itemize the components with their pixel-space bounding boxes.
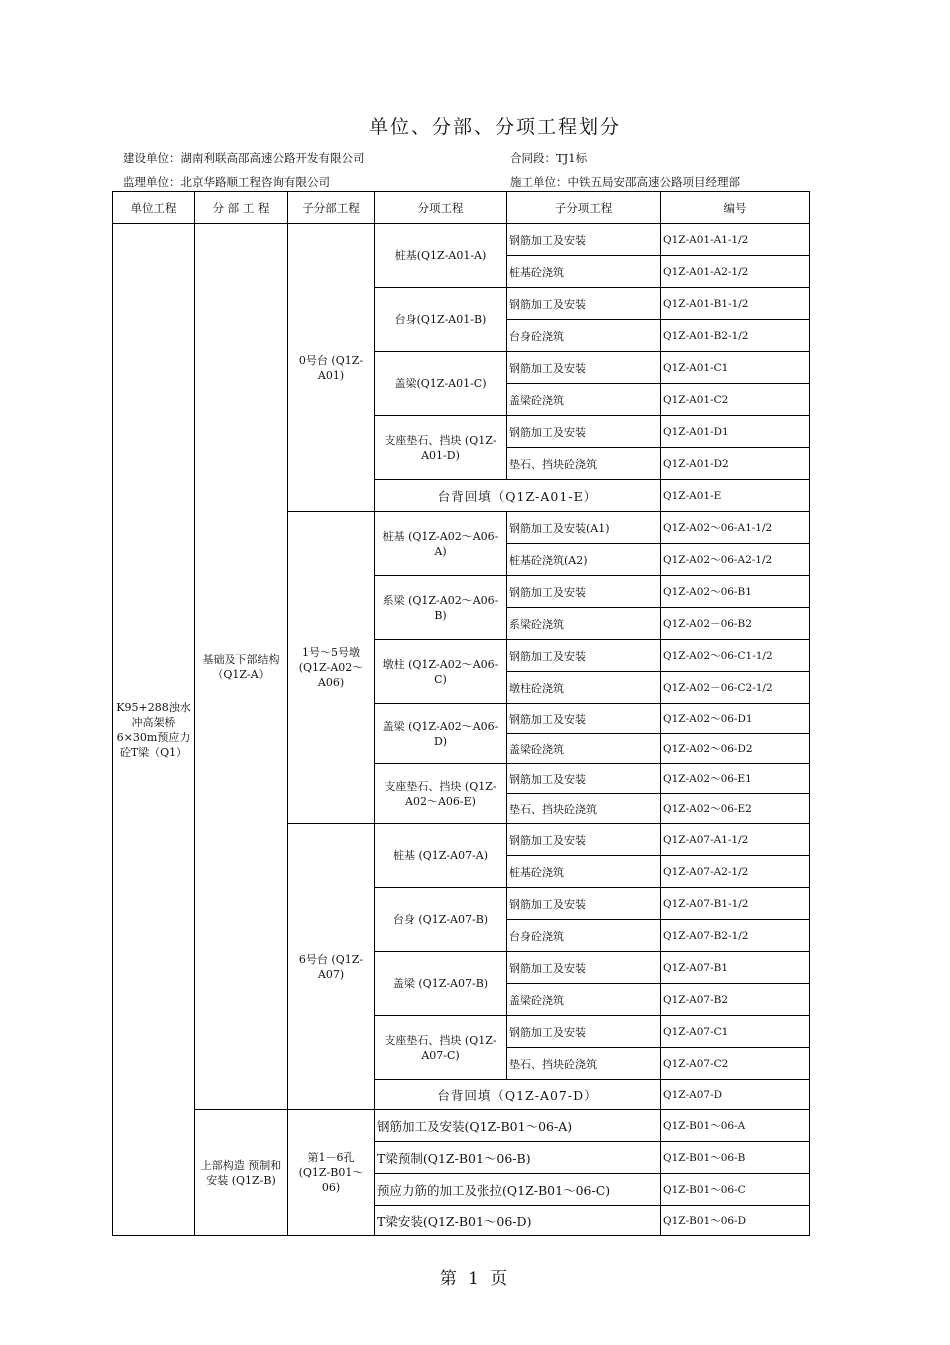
code-cell: Q1Z-A01-D2 [661, 448, 810, 480]
code-cell: Q1Z-A07-B1 [661, 952, 810, 984]
sub-item-cell: 桩基砼浇筑 [507, 856, 661, 888]
construct-unit [510, 174, 740, 190]
code-cell: Q1Z-A07-A1-1/2 [661, 824, 810, 856]
contract-label: 合同段： [510, 151, 556, 165]
code-cell: Q1Z-A01-B2-1/2 [661, 320, 810, 352]
item-cell: 系梁 (Q1Z-A02～A06-B) [375, 576, 507, 640]
item-cell: 台身 (Q1Z-A07-B) [375, 888, 507, 952]
sub-item-cell: 钢筋加工及安装 [507, 416, 661, 448]
sub-item-cell: 墩柱砼浇筑 [507, 672, 661, 704]
subdivision-cell: 0号台 (Q1Z-A01) [288, 224, 375, 512]
division-cell-superstructure: 上部构造 预制和安装 (Q1Z-B) [195, 1110, 288, 1236]
code-cell: Q1Z-A07-C2 [661, 1048, 810, 1080]
code-cell: Q1Z-A07-B2-1/2 [661, 920, 810, 952]
sub-item-cell: 钢筋加工及安装 [507, 704, 661, 734]
item-cell: 墩柱 (Q1Z-A02～A06-C) [375, 640, 507, 704]
code-cell: Q1Z-A02～06-E2 [661, 794, 810, 824]
sub-item-cell: 盖梁砼浇筑 [507, 384, 661, 416]
sub-item-cell: 垫石、挡块砼浇筑 [507, 794, 661, 824]
contract-section [510, 150, 587, 166]
header-cell: 分 部 工 程 [195, 192, 288, 224]
sub-item-cell: 垫石、挡块砼浇筑 [507, 1048, 661, 1080]
item-cell-backfill: 台背回填（Q1Z-A07-D） [375, 1080, 661, 1110]
sub-item-cell: 盖梁砼浇筑 [507, 984, 661, 1016]
header-cell: 编号 [661, 192, 810, 224]
code-cell: Q1Z-B01～06-C [661, 1174, 810, 1206]
item-cell: T梁安装(Q1Z-B01～06-D) [375, 1206, 661, 1236]
table-row [113, 1110, 810, 1142]
sub-item-cell: 钢筋加工及安装 [507, 352, 661, 384]
item-cell: 盖梁 (Q1Z-A07-B) [375, 952, 507, 1016]
construct-unit-value: 中铁五局安邵高速公路项目经理部 [567, 175, 740, 189]
subdivision-cell: 第1－6孔 (Q1Z-B01～ 06) [288, 1110, 375, 1236]
sub-item-cell: 钢筋加工及安装 [507, 764, 661, 794]
code-cell: Q1Z-B01～06-B [661, 1142, 810, 1174]
item-cell: 桩基(Q1Z-A01-A) [375, 224, 507, 288]
code-cell: Q1Z-A02～06-C1-1/2 [661, 640, 810, 672]
build-unit [123, 150, 365, 166]
item-cell: 桩基 (Q1Z-A07-A) [375, 824, 507, 888]
sub-item-cell: 钢筋加工及安装(A1) [507, 512, 661, 544]
header-cell: 子分项工程 [507, 192, 661, 224]
code-cell: Q1Z-A07-B1-1/2 [661, 888, 810, 920]
header-cell: 单位工程 [113, 192, 195, 224]
item-cell: 支座垫石、挡块 (Q1Z-A02～A06-E) [375, 764, 507, 824]
item-cell-backfill: 台背回填（Q1Z-A01-E） [375, 480, 661, 512]
code-cell: Q1Z-A02－06-B2 [661, 608, 810, 640]
code-cell: Q1Z-B01～06-A [661, 1110, 810, 1142]
code-cell: Q1Z-A02～06-B1 [661, 576, 810, 608]
code-cell: Q1Z-A01-C2 [661, 384, 810, 416]
sub-item-cell: 钢筋加工及安装 [507, 952, 661, 984]
sub-item-cell: 钢筋加工及安装 [507, 224, 661, 256]
code-cell: Q1Z-A02～06-D2 [661, 734, 810, 764]
table-row [113, 224, 810, 256]
division-table [112, 191, 810, 1236]
code-cell: Q1Z-A01-A1-1/2 [661, 224, 810, 256]
header-cell: 子分部工程 [288, 192, 375, 224]
item-cell: 钢筋加工及安装(Q1Z-B01～06-A) [375, 1110, 661, 1142]
sub-item-cell: 钢筋加工及安装 [507, 576, 661, 608]
unit-project-cell: K95+288浊水冲高架桥6×30m预应力砼T梁（Q1） [113, 224, 195, 1236]
sub-item-cell: 桩基砼浇筑(A2) [507, 544, 661, 576]
supervise-unit [123, 174, 330, 190]
item-cell: 桩基 (Q1Z-A02～A06-A) [375, 512, 507, 576]
code-cell: Q1Z-A01-C1 [661, 352, 810, 384]
subdivision-cell: 6号台 (Q1Z-A07) [288, 824, 375, 1110]
build-unit-value: 湖南利联高邵高速公路开发有限公司 [180, 151, 365, 165]
header-cell: 分项工程 [375, 192, 507, 224]
page-number: 第 1 页 [439, 1269, 511, 1289]
sub-item-cell: 系梁砼浇筑 [507, 608, 661, 640]
contract-value: TJ1标 [556, 151, 588, 165]
item-cell: T梁预制(Q1Z-B01～06-B) [375, 1142, 661, 1174]
sub-item-cell: 垫石、挡块砼浇筑 [507, 448, 661, 480]
code-cell: Q1Z-A01-B1-1/2 [661, 288, 810, 320]
sub-item-cell: 钢筋加工及安装 [507, 1016, 661, 1048]
sub-item-cell: 钢筋加工及安装 [507, 640, 661, 672]
item-cell: 预应力筋的加工及张拉(Q1Z-B01～06-C) [375, 1174, 661, 1206]
sub-item-cell: 钢筋加工及安装 [507, 888, 661, 920]
code-cell: Q1Z-A02－06-C2-1/2 [661, 672, 810, 704]
sub-item-cell: 钢筋加工及安装 [507, 824, 661, 856]
item-cell: 支座垫石、挡块 (Q1Z-A07-C) [375, 1016, 507, 1080]
item-cell: 盖梁(Q1Z-A01-C) [375, 352, 507, 416]
code-cell: Q1Z-A07-B2 [661, 984, 810, 1016]
build-unit-label: 建设单位： [123, 151, 181, 165]
code-cell: Q1Z-B01～06-D [661, 1206, 810, 1236]
sub-item-cell: 钢筋加工及安装 [507, 288, 661, 320]
code-cell: Q1Z-A02～06-A2-1/2 [661, 544, 810, 576]
table-header-row [113, 192, 810, 224]
sub-item-cell: 台身砼浇筑 [507, 920, 661, 952]
subdivision-cell: 1号～5号墩 (Q1Z-A02～ A06) [288, 512, 375, 824]
code-cell: Q1Z-A01-E [661, 480, 810, 512]
code-cell: Q1Z-A02～06-D1 [661, 704, 810, 734]
sub-item-cell: 桩基砼浇筑 [507, 256, 661, 288]
item-cell: 盖梁 (Q1Z-A02～A06-D) [375, 704, 507, 764]
item-cell: 支座垫石、挡块 (Q1Z-A01-D) [375, 416, 507, 480]
supervise-unit-value: 北京华路顺工程咨询有限公司 [180, 175, 330, 189]
page-title: 单位、分部、分项工程划分 [368, 116, 621, 138]
item-cell: 台身(Q1Z-A01-B) [375, 288, 507, 352]
code-cell: Q1Z-A07-A2-1/2 [661, 856, 810, 888]
division-cell-foundation: 基础及下部结构（Q1Z-A） [195, 224, 288, 1110]
code-cell: Q1Z-A07-D [661, 1080, 810, 1110]
sub-item-cell: 台身砼浇筑 [507, 320, 661, 352]
code-cell: Q1Z-A07-C1 [661, 1016, 810, 1048]
supervise-unit-label: 监理单位： [123, 175, 181, 189]
construct-unit-label: 施工单位： [510, 175, 568, 189]
code-cell: Q1Z-A02～06-E1 [661, 764, 810, 794]
sub-item-cell: 盖梁砼浇筑 [507, 734, 661, 764]
code-cell: Q1Z-A01-A2-1/2 [661, 256, 810, 288]
code-cell: Q1Z-A01-D1 [661, 416, 810, 448]
code-cell: Q1Z-A02～06-A1-1/2 [661, 512, 810, 544]
